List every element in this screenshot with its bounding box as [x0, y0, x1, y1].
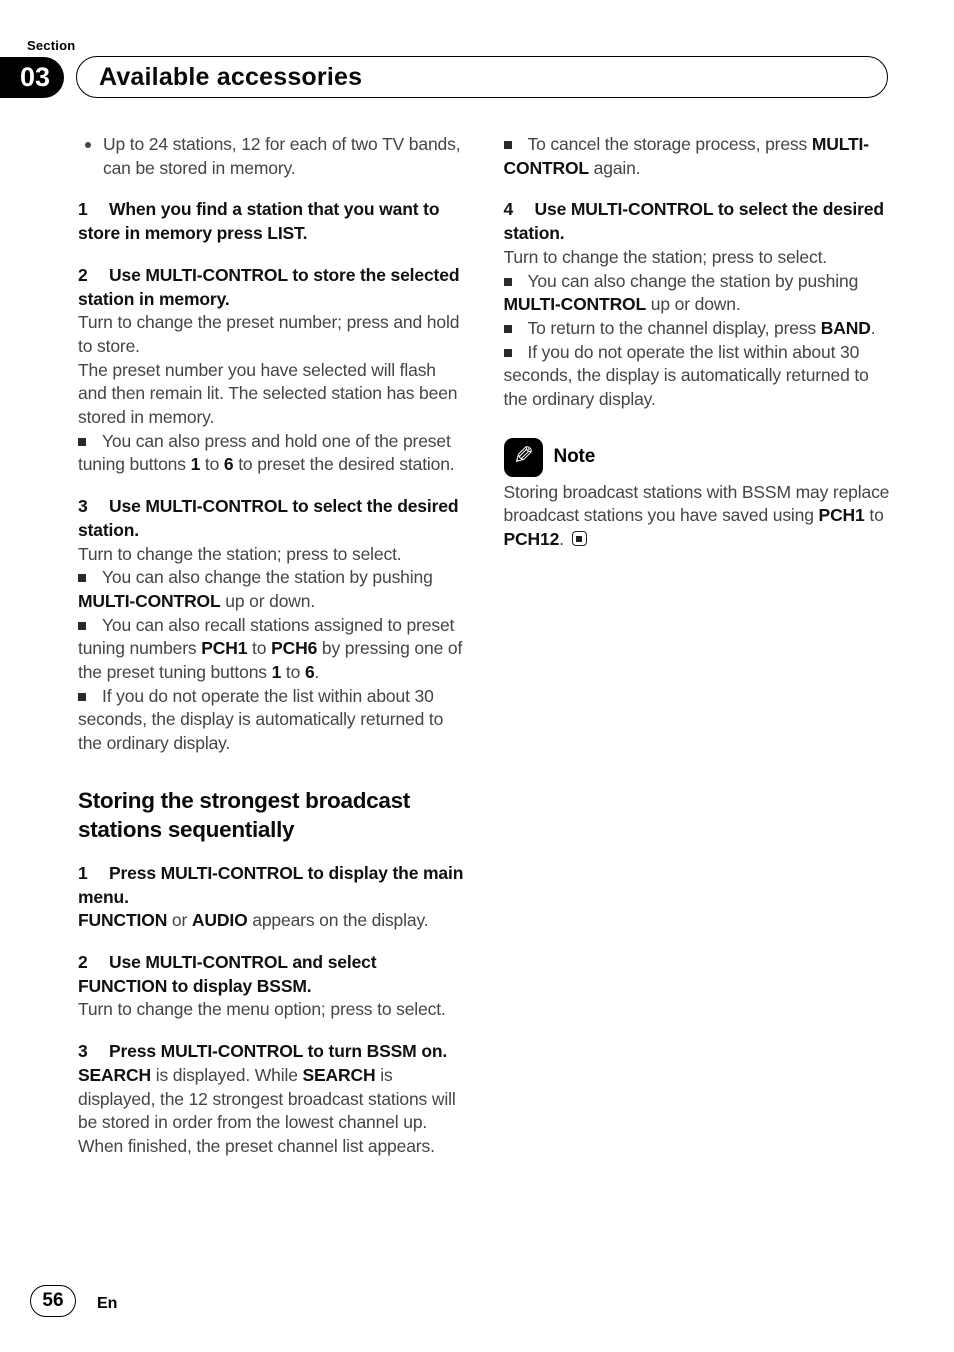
note-item: [504, 317, 891, 341]
body-paragraph: FUNCTION or AUDIO appears on the display.: [78, 910, 429, 931]
step-heading-text: Press MULTI-CONTROL to display the main menu.: [78, 862, 464, 907]
step-heading: [78, 862, 465, 909]
language-label: En: [97, 1295, 118, 1312]
note-label: Note: [553, 446, 596, 468]
section-label: Section: [27, 38, 76, 53]
step-heading: [78, 951, 465, 998]
note-item-text: To return to the channel display, press BAND.: [527, 317, 876, 338]
list-item-text: Up to 24 stations, 12 for each of two TV bands, can be stored in memory.: [103, 134, 461, 178]
step-number: 4: [503, 199, 514, 220]
body-paragraph: Turn to change the menu option; press to select.: [78, 999, 446, 1020]
page-body: [78, 133, 890, 1159]
note-item: [78, 566, 465, 613]
note-header: [504, 438, 891, 477]
list-item: [78, 133, 465, 180]
left-column: [78, 133, 465, 1159]
square-bullet-icon: [78, 574, 86, 582]
note-paragraph-text: Storing broadcast stations with BSSM may replace broadcast stations you have saved using PCH1 to PCH12.: [503, 481, 890, 550]
note-item-text: To cancel the storage process, press MULTI-CONTROL again.: [503, 134, 869, 178]
square-bullet-icon: [504, 141, 512, 149]
step-heading-text: Use MULTI-CONTROL to store the selected station in memory.: [78, 264, 460, 309]
note-item-text: You can also change the station by pushing MULTI-CONTROL up or down.: [78, 567, 433, 611]
square-bullet-icon: [504, 325, 512, 333]
title-box: [76, 56, 888, 98]
step-heading: [78, 198, 465, 245]
body-paragraph: SEARCH is displayed. While SEARCH is displayed, the 12 strongest broadcast stations will be stored in order from the lowest channel up. When finished, the preset channel list appears.: [78, 1064, 456, 1156]
round-bullet-icon: [85, 142, 91, 148]
end-of-section-icon: [572, 531, 587, 546]
note-item: [78, 685, 465, 756]
square-bullet-icon: [78, 438, 86, 446]
step-heading: [78, 264, 465, 311]
note-item-text: You can also recall stations assigned to preset tuning numbers PCH1 to PCH6 by pressing one of the preset tuning buttons 1 to 6.: [78, 614, 463, 683]
note-item: [504, 341, 891, 412]
note-item-text: If you do not operate the list within about 30 seconds, the display is automatically returned to the ordinary display.: [503, 341, 869, 410]
note-item-text: If you do not operate the list within about 30 seconds, the display is automatically returned to the ordinary display.: [78, 685, 444, 754]
step-heading-text: Use MULTI-CONTROL to select the desired station.: [503, 199, 884, 244]
section-number-badge: 03: [0, 57, 64, 98]
step-heading-text: Use MULTI-CONTROL and select FUNCTION to display BSSM.: [78, 951, 377, 996]
note-item-text: You can also press and hold one of the preset tuning buttons 1 to 6 to preset the desired station.: [78, 430, 455, 475]
body-paragraph: The preset number you have selected will flash and then remain lit. The selected station has been stored in memory.: [78, 359, 458, 428]
note-item: [78, 614, 465, 685]
body-paragraph: Turn to change the preset number; press and hold to store.: [78, 312, 460, 356]
step-number: 1: [78, 199, 88, 220]
right-column: [504, 133, 891, 1159]
body-paragraph: Turn to change the station; press to select.: [503, 246, 827, 267]
square-bullet-icon: [78, 693, 86, 701]
pencil-icon: ✎: [504, 438, 543, 477]
step-heading-text: Press MULTI-CONTROL to turn BSSM on.: [109, 1041, 448, 1062]
note-item: [78, 430, 465, 477]
step-number: 2: [78, 264, 88, 285]
note-paragraph: [504, 481, 891, 552]
step-heading: [504, 198, 891, 245]
step-number: 1: [78, 862, 88, 883]
body-paragraph: Turn to change the station; press to select.: [78, 543, 402, 564]
section-heading: Storing the strongest broadcast stations sequentially: [78, 787, 410, 842]
step-heading-text: When you find a station that you want to store in memory press LIST.: [78, 199, 440, 244]
page-title: Available accessories: [99, 62, 363, 91]
note-item: [504, 133, 891, 180]
square-bullet-icon: [504, 278, 512, 286]
square-bullet-icon: [78, 622, 86, 630]
page-number-badge: 56: [30, 1285, 76, 1317]
step-heading: [78, 1040, 465, 1064]
note-item: [504, 270, 891, 317]
step-number: 2: [78, 951, 88, 972]
step-number: 3: [78, 496, 88, 517]
note-item-text: You can also change the station by pushing MULTI-CONTROL up or down.: [503, 270, 859, 315]
step-number: 3: [78, 1041, 88, 1062]
step-heading: [78, 495, 465, 542]
square-bullet-icon: [504, 349, 512, 357]
step-heading-text: Use MULTI-CONTROL to select the desired station.: [78, 496, 459, 540]
